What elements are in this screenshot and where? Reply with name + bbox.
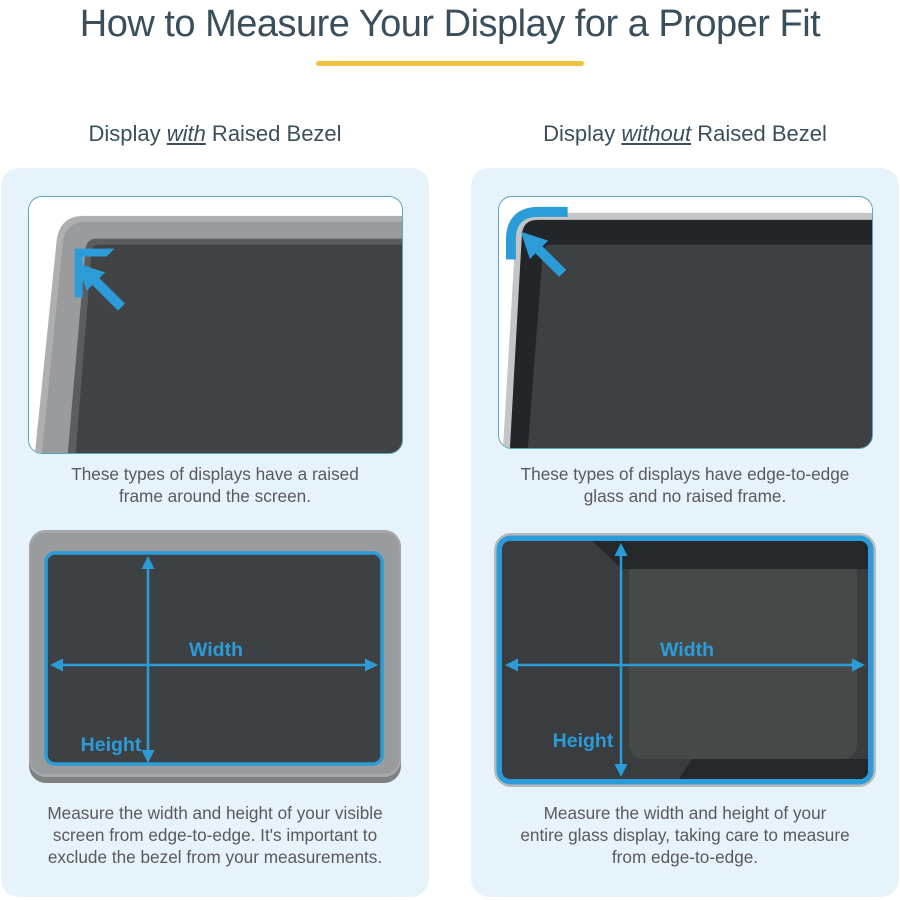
heading-prefix: Display	[88, 120, 167, 146]
caption-edge-to-edge-glass	[471, 463, 899, 507]
bezel-monitor-measurement-graphic	[29, 530, 401, 783]
screen-reflections	[592, 541, 868, 779]
column-heading-without-bezel	[471, 120, 899, 148]
column-without-bezel	[471, 120, 899, 897]
caption-line: frame around the screen.	[118, 485, 312, 506]
column-with-bezel	[1, 120, 429, 897]
height-label: Height	[80, 733, 142, 756]
comparison-columns	[0, 120, 900, 897]
edge-to-edge-corner-graphic	[499, 197, 872, 448]
glass-dark-band-top	[592, 541, 868, 569]
caption-line: exclude the bezel from your measurements.	[47, 846, 383, 867]
bezel-corner-illustration-frame	[28, 196, 403, 454]
caption-raised-frame	[1, 463, 429, 507]
heading-suffix: Raised Bezel	[691, 120, 827, 146]
caption-line: Measure the width and height of your	[543, 802, 827, 823]
screen-surface	[527, 244, 871, 447]
caption-line: Measure the width and height of your visible	[47, 802, 383, 823]
caption-line: glass and no raised frame.	[583, 485, 787, 506]
column-heading-with-bezel	[1, 120, 429, 148]
caption-measure-entire-glass	[471, 802, 899, 868]
caption-measure-visible-screen	[1, 802, 429, 868]
panel-without-bezel	[471, 168, 899, 897]
panel-with-bezel	[1, 168, 429, 897]
glass-dark-band-bottom	[679, 759, 868, 779]
caption-line: These types of displays have a raised	[71, 463, 359, 484]
heading-suffix: Raised Bezel	[205, 120, 342, 146]
width-label: Width	[660, 638, 714, 661]
caption-line: These types of displays have edge-to-edge	[520, 463, 850, 484]
edge-to-edge-monitor-measurement-graphic	[494, 533, 876, 787]
screen-surface	[75, 244, 401, 452]
page-title: How to Measure Your Display for a Proper Fit	[79, 3, 821, 45]
height-label: Height	[552, 729, 614, 752]
heading-emphasis: with	[166, 120, 206, 146]
caption-line: entire glass display, taking care to measure	[520, 824, 850, 845]
width-label: Width	[189, 638, 243, 661]
heading-emphasis: without	[621, 120, 692, 146]
caption-line: from edge-to-edge.	[611, 846, 759, 867]
edge-to-edge-corner-illustration-frame	[498, 196, 873, 449]
caption-line: screen from edge-to-edge. It's important to	[52, 824, 378, 845]
yellow-divider	[316, 61, 584, 66]
heading-prefix: Display	[543, 120, 622, 146]
bezel-monitor-corner-graphic	[29, 197, 402, 453]
